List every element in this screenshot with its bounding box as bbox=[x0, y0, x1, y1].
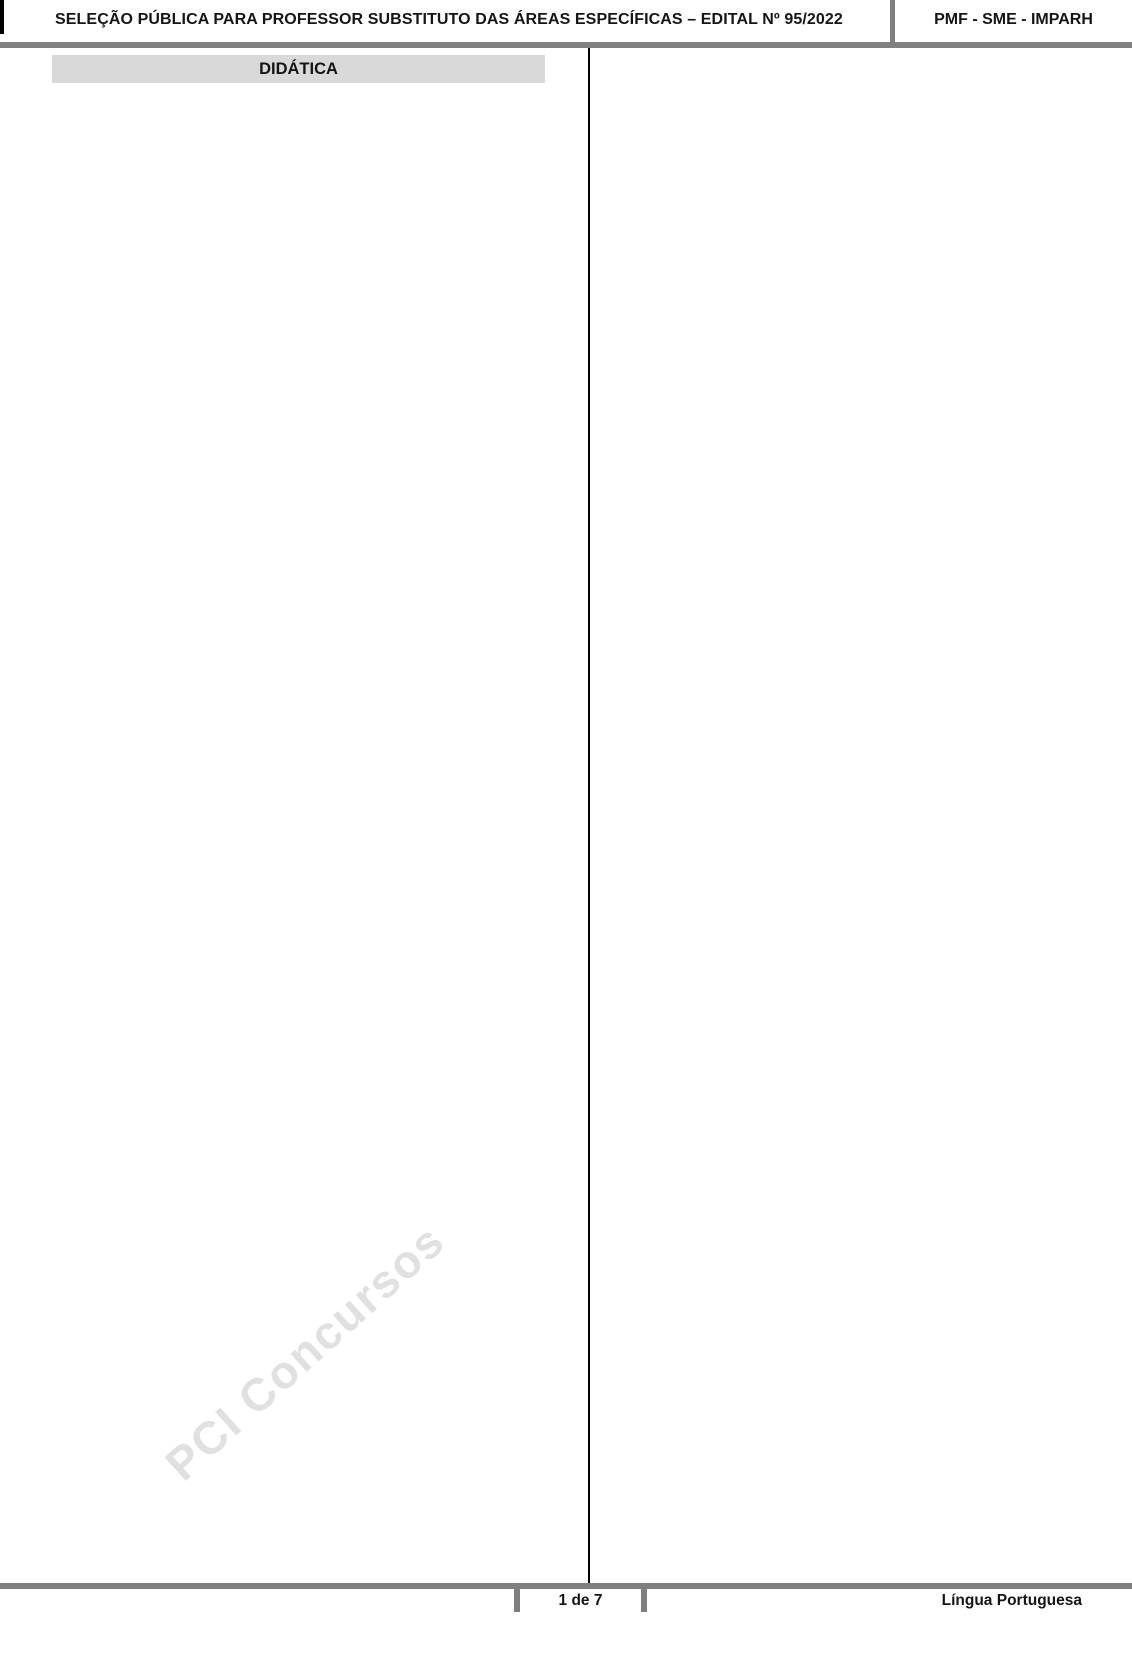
footer-subject: Língua Portuguesa bbox=[941, 1592, 1082, 1609]
watermark: PCI Concursos bbox=[155, 1213, 455, 1491]
header-org: PMF - SME - IMPARH bbox=[934, 11, 1093, 28]
header-title: SELEÇÃO PÚBLICA PARA PROFESSOR SUBSTITUTO DAS ÁREAS ESPECÍFICAS – EDITAL Nº 95/2022 bbox=[55, 11, 843, 28]
top-rule bbox=[0, 42, 1132, 48]
page-number-bar-left bbox=[514, 1583, 520, 1612]
left-column bbox=[52, 55, 545, 96]
column-divider bbox=[588, 48, 590, 1583]
page-number: 1 de 7 bbox=[558, 1592, 603, 1609]
page-number-bar-right bbox=[641, 1583, 647, 1612]
bottom-rule bbox=[0, 1583, 1132, 1589]
section-title: DIDÁTICA bbox=[52, 55, 545, 83]
scan-edge-artifact bbox=[0, 0, 4, 34]
